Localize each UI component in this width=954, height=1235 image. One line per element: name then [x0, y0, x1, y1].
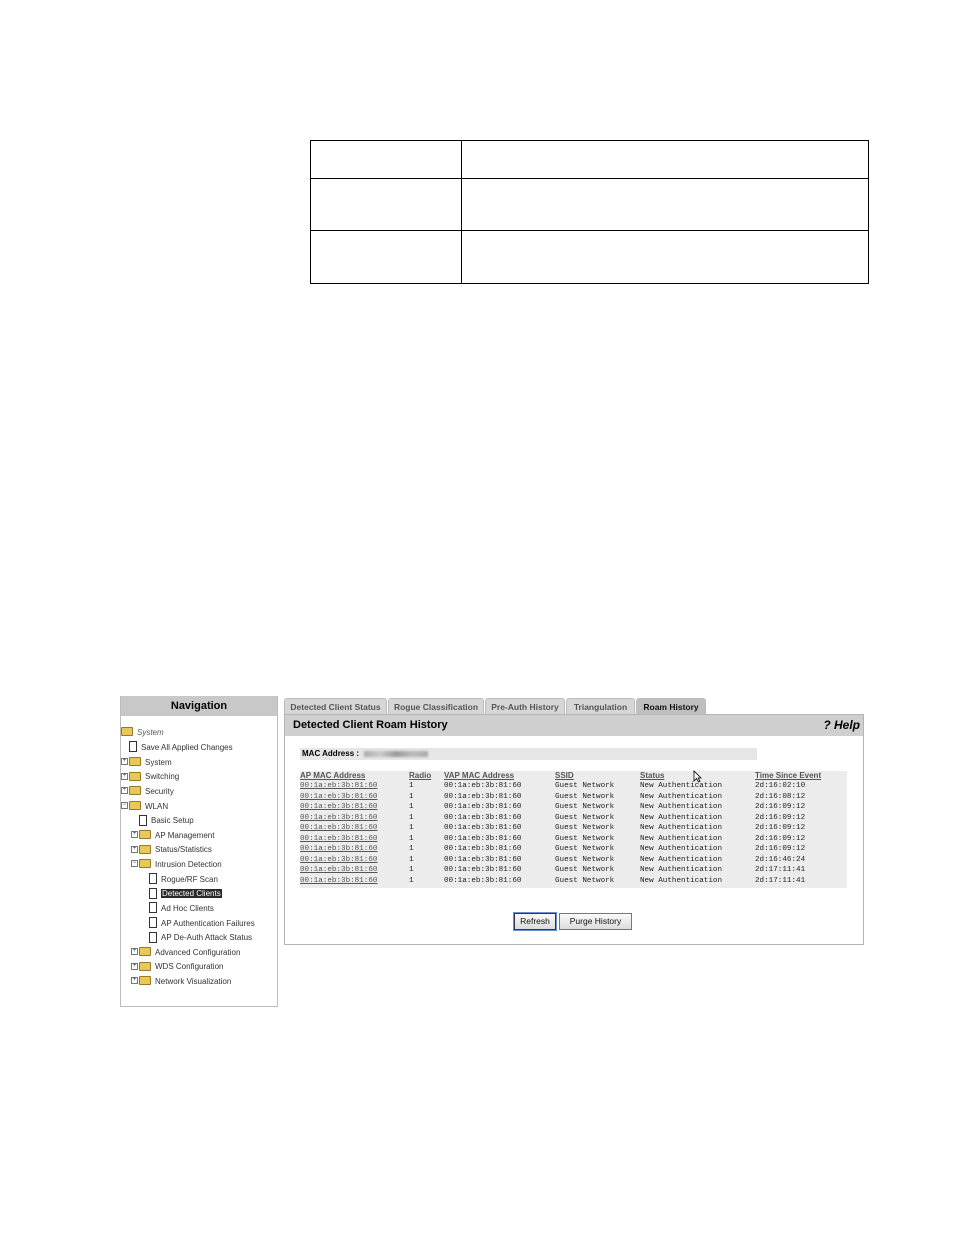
- table-cell: Guest Network: [555, 876, 615, 885]
- nav-item-label: Switching: [145, 772, 180, 782]
- table-cell: 2d:17:11:41: [755, 876, 806, 885]
- table-cell: New Authentication: [640, 855, 723, 864]
- header-radio[interactable]: Radio: [409, 771, 432, 780]
- table-cell: Guest Network: [555, 792, 615, 801]
- expand-toggle-icon[interactable]: −: [122, 801, 127, 808]
- nav-item-rogue-rf-scan[interactable]: [149, 874, 218, 885]
- nav-item-intrusion-detection[interactable]: [131, 859, 222, 870]
- document-icon: [149, 917, 157, 928]
- nav-item-ap-authentication-failures[interactable]: [149, 918, 255, 929]
- nav-item-label: Basic Setup: [151, 816, 194, 826]
- table-cell: 1: [409, 782, 414, 790]
- folder-icon: [129, 772, 141, 781]
- table-cell: 1: [409, 876, 414, 885]
- table-cell: New Authentication: [640, 824, 723, 833]
- table-cell: 00:1a:eb:3b:81:60: [444, 803, 522, 812]
- tab-triangulation[interactable]: Triangulation: [566, 698, 635, 715]
- document-icon: [149, 902, 157, 913]
- nav-item-label: AP Management: [155, 830, 215, 840]
- ap-mac-link[interactable]: 00:1a:eb:3b:81:60: [300, 855, 378, 864]
- document-icon: [149, 873, 157, 884]
- table-cell: Guest Network: [555, 834, 615, 843]
- nav-item-wds-configuration[interactable]: [131, 961, 223, 972]
- nav-item-network-visualization[interactable]: [131, 976, 231, 987]
- table-cell: 00:1a:eb:3b:81:60: [444, 834, 522, 843]
- nav-item-security[interactable]: [121, 786, 174, 797]
- mac-address-label: MAC Address :: [302, 749, 360, 758]
- ap-mac-link[interactable]: 00:1a:eb:3b:81:60: [300, 866, 378, 875]
- table-cell: 1: [409, 824, 414, 833]
- table-cell: Guest Network: [555, 813, 615, 822]
- table-cell: 2d:16:08:12: [755, 792, 806, 801]
- table-cell: 1: [409, 834, 414, 843]
- nav-item-wlan[interactable]: [121, 801, 168, 812]
- table-cell: 00:1a:eb:3b:81:60: [444, 792, 522, 801]
- folder-icon: [139, 947, 151, 956]
- header-status[interactable]: Status: [640, 771, 665, 780]
- ap-mac-link[interactable]: 00:1a:eb:3b:81:60: [300, 792, 378, 801]
- mouse-cursor-icon: [693, 770, 702, 783]
- help-link[interactable]: ? Help: [823, 718, 860, 732]
- expand-toggle-icon[interactable]: +: [122, 772, 127, 779]
- nav-item-label: WLAN: [145, 801, 169, 811]
- navigation-panel: [120, 696, 278, 1007]
- tab-detected-client-status[interactable]: Detected Client Status: [284, 698, 387, 715]
- nav-item-label: Ad Hoc Clients: [161, 903, 214, 913]
- table-cell: 00:1a:eb:3b:81:60: [444, 782, 522, 790]
- expand-toggle-icon[interactable]: +: [122, 787, 127, 794]
- nav-item-label: Network Visualization: [155, 977, 232, 987]
- table-cell: New Authentication: [640, 876, 723, 885]
- table-cell: Guest Network: [555, 866, 615, 875]
- navigation-title: Navigation: [121, 696, 277, 716]
- nav-item-ap-management[interactable]: [131, 830, 214, 841]
- table-cell: Guest Network: [555, 824, 615, 833]
- nav-item-advanced-configuration[interactable]: [131, 947, 240, 958]
- expand-toggle-icon[interactable]: +: [132, 948, 137, 955]
- table-cell: 2d:16:09:12: [755, 824, 806, 833]
- folder-icon: [139, 830, 151, 839]
- expand-toggle-icon[interactable]: +: [132, 831, 137, 838]
- document-icon: [139, 815, 147, 826]
- empty-reference-table: [310, 140, 869, 284]
- table-cell: 00:1a:eb:3b:81:60: [444, 845, 522, 854]
- nav-item-system[interactable]: [121, 757, 172, 768]
- table-cell: [462, 179, 869, 231]
- nav-item-label: AP De-Auth Attack Status: [161, 933, 253, 943]
- table-cell: 1: [409, 866, 414, 875]
- expand-toggle-icon[interactable]: +: [132, 845, 137, 852]
- nav-item-save-all-applied-changes[interactable]: [129, 742, 233, 753]
- table-cell: New Authentication: [640, 803, 723, 812]
- panel-header: [285, 715, 863, 736]
- nav-item-detected-clients[interactable]: [149, 888, 222, 899]
- expand-toggle-icon[interactable]: +: [122, 758, 127, 765]
- table-cell: 00:1a:eb:3b:81:60: [444, 866, 522, 875]
- tab-rogue-classification[interactable]: Rogue Classification: [388, 698, 484, 715]
- table-cell: 2d:16:02:10: [755, 782, 806, 790]
- nav-item-ad-hoc-clients[interactable]: [149, 903, 214, 914]
- header-vap-mac[interactable]: VAP MAC Address: [444, 771, 515, 780]
- ap-mac-link[interactable]: 00:1a:eb:3b:81:60: [300, 813, 378, 822]
- table-cell: 2d:16:09:12: [755, 834, 806, 843]
- ap-mac-link[interactable]: 00:1a:eb:3b:81:60: [300, 824, 378, 833]
- table-cell: 2d:17:11:41: [755, 866, 806, 875]
- header-ap-mac[interactable]: AP MAC Address: [300, 771, 366, 780]
- purge-history-button[interactable]: Purge History: [559, 913, 632, 930]
- expand-toggle-icon[interactable]: +: [132, 962, 137, 969]
- nav-item-label: Intrusion Detection: [155, 860, 222, 870]
- expand-toggle-icon[interactable]: +: [132, 977, 137, 984]
- document-icon: [129, 741, 137, 752]
- table-cell: 00:1a:eb:3b:81:60: [444, 876, 522, 885]
- folder-icon: [139, 962, 151, 971]
- roam-history-table: [300, 771, 847, 888]
- folder-open-icon: [129, 801, 141, 810]
- table-cell: New Authentication: [640, 782, 723, 790]
- header-ssid[interactable]: SSID: [555, 771, 574, 780]
- nav-item-label: Save All Applied Changes: [141, 743, 233, 752]
- table-cell: [462, 141, 869, 179]
- table-cell: 1: [409, 845, 414, 854]
- folder-icon: [129, 786, 141, 795]
- nav-item-label: System: [145, 757, 172, 767]
- tab-pre-auth-history[interactable]: Pre-Auth History: [485, 698, 565, 715]
- table-cell: [462, 231, 869, 284]
- table-cell: Guest Network: [555, 803, 615, 812]
- nav-root-label: System: [137, 728, 164, 737]
- table-cell: 00:1a:eb:3b:81:60: [444, 824, 522, 833]
- ap-mac-link[interactable]: 00:1a:eb:3b:81:60: [300, 876, 378, 885]
- table-cell: 00:1a:eb:3b:81:60: [444, 813, 522, 822]
- folder-icon: [139, 976, 151, 985]
- table-cell: 2d:16:09:12: [755, 803, 806, 812]
- folder-icon: [129, 757, 141, 766]
- expand-toggle-icon[interactable]: −: [132, 860, 137, 867]
- document-icon: [149, 932, 157, 943]
- nav-item-label: Security: [145, 786, 174, 796]
- nav-item-label: Advanced Configuration: [155, 947, 241, 957]
- nav-item-switching[interactable]: [121, 771, 179, 782]
- table-cell: 2d:16:09:12: [755, 845, 806, 854]
- nav-item-label: Rogue/RF Scan: [161, 874, 218, 884]
- document-icon: [149, 888, 157, 899]
- roam-history-panel: [284, 714, 864, 945]
- table-cell: [311, 231, 462, 284]
- table-cell: 2d:16:09:12: [755, 813, 806, 822]
- table-cell: New Authentication: [640, 813, 723, 822]
- table-cell: 00:1a:eb:3b:81:60: [444, 855, 522, 864]
- nav-root-system[interactable]: [121, 727, 164, 738]
- header-time-since-event[interactable]: Time Since Event: [755, 771, 822, 780]
- redacted-mac-value: [364, 751, 428, 757]
- table-cell: 1: [409, 813, 414, 822]
- table-cell: Guest Network: [555, 845, 615, 854]
- nav-item-label: Status/Statistics: [155, 845, 212, 855]
- table-cell: 1: [409, 792, 414, 801]
- table-cell: Guest Network: [555, 782, 615, 790]
- table-cell: [311, 141, 462, 179]
- table-cell: 1: [409, 855, 414, 864]
- nav-item-label: Detected Clients: [162, 889, 221, 899]
- nav-item-label: AP Authentication Failures: [161, 918, 255, 928]
- table-cell: 2d:16:46:24: [755, 855, 806, 864]
- nav-item-label: WDS Configuration: [155, 962, 224, 972]
- table-cell: New Authentication: [640, 834, 723, 843]
- ap-mac-link[interactable]: 00:1a:eb:3b:81:60: [300, 834, 378, 843]
- page-title: Detected Client Roam History: [293, 719, 448, 731]
- folder-open-icon: [121, 727, 133, 736]
- nav-item-status-statistics[interactable]: [131, 844, 212, 855]
- ap-mac-link[interactable]: 00:1a:eb:3b:81:60: [300, 782, 378, 790]
- folder-open-icon: [139, 859, 151, 868]
- mac-address-row: [300, 748, 757, 760]
- ap-mac-link[interactable]: 00:1a:eb:3b:81:60: [300, 803, 378, 812]
- table-cell: New Authentication: [640, 792, 723, 801]
- ap-mac-link[interactable]: 00:1a:eb:3b:81:60: [300, 845, 378, 854]
- refresh-button[interactable]: Refresh: [514, 913, 556, 930]
- tab-roam-history[interactable]: Roam History: [636, 698, 706, 715]
- table-cell: [311, 179, 462, 231]
- table-cell: New Authentication: [640, 845, 723, 854]
- table-cell: New Authentication: [640, 866, 723, 875]
- table-cell: Guest Network: [555, 855, 615, 864]
- nav-item-ap-de-auth-attack-status[interactable]: [149, 932, 252, 943]
- table-cell: 1: [409, 803, 414, 812]
- folder-icon: [139, 845, 151, 854]
- nav-item-basic-setup[interactable]: [139, 815, 194, 826]
